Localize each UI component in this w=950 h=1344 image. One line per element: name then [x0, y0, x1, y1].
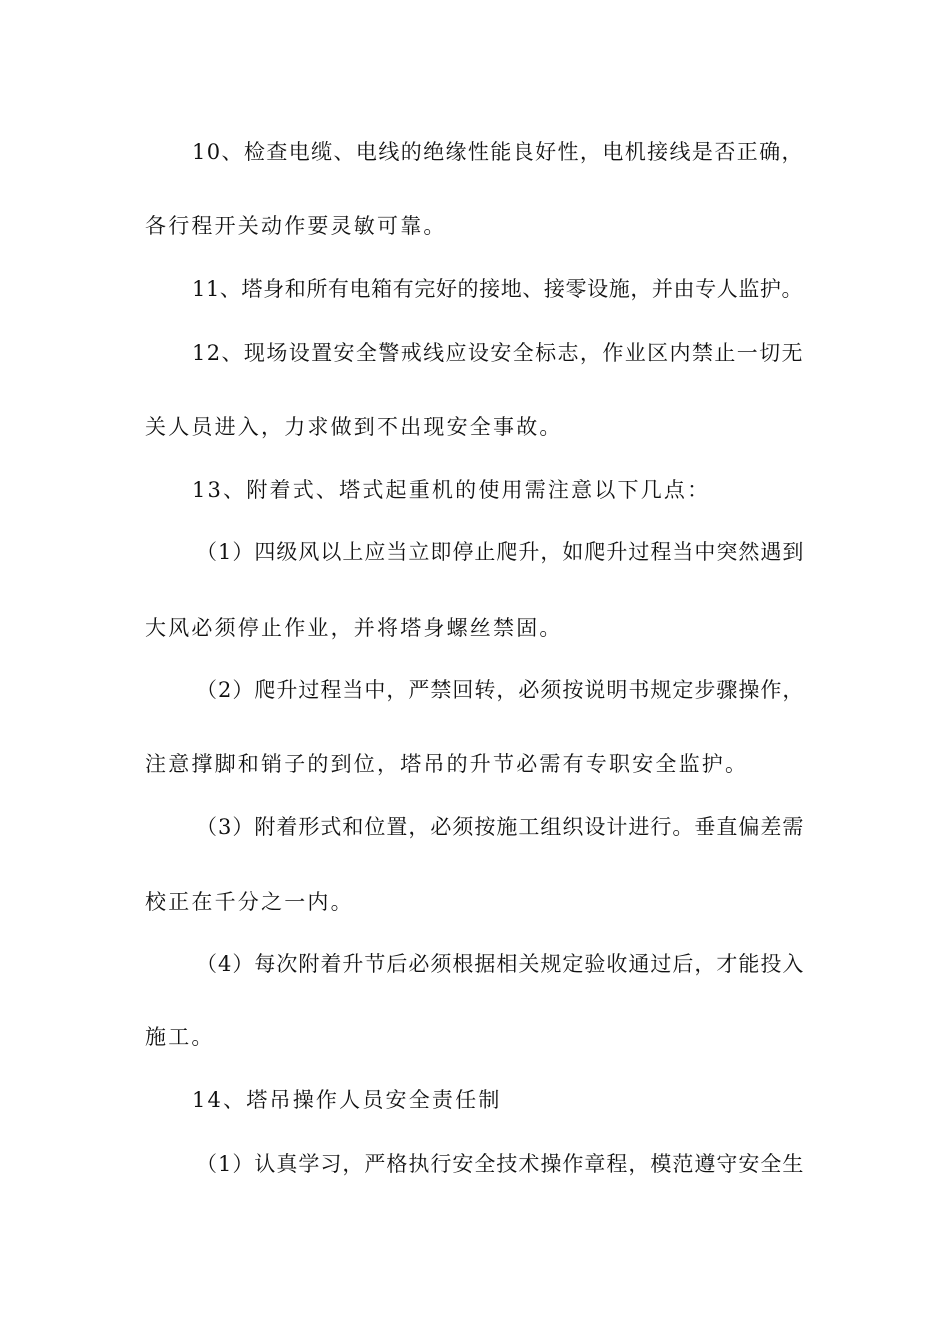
text-line-16: （1）认真学习，严格执行安全技术操作章程，模范遵守安全生	[196, 1152, 805, 1176]
text-line-11: （3）附着形式和位置，必须按施工组织设计进行。垂直偏差需	[196, 815, 805, 839]
text-line-8: 大风必须停止作业，并将塔身螺丝禁固。	[145, 616, 563, 640]
text-line-10: 注意撑脚和销子的到位，塔吊的升节必需有专职安全监护。	[145, 752, 749, 776]
text-line-9: （2）爬升过程当中，严禁回转，必须按说明书规定步骤操作，	[196, 678, 805, 702]
text-line-13: （4）每次附着升节后必须根据相关规定验收通过后，才能投入	[196, 952, 805, 976]
text-line-15: 14、塔吊操作人员安全责任制	[192, 1088, 502, 1112]
text-line-12: 校正在千分之一内。	[145, 890, 354, 914]
text-line-3: 11、塔身和所有电箱有完好的接地、接零设施，并由专人监护。	[192, 277, 804, 301]
text-line-4: 12、现场设置安全警戒线应设安全标志，作业区内禁止一切无	[192, 341, 804, 365]
text-line-2: 各行程开关动作要灵敏可靠。	[145, 214, 447, 238]
text-line-6: 13、附着式、塔式起重机的使用需注意以下几点：	[192, 478, 711, 502]
text-line-1: 10、检查电缆、电线的绝缘性能良好性，电机接线是否正确，	[192, 140, 804, 164]
text-line-7: （1）四级风以上应当立即停止爬升，如爬升过程当中突然遇到	[196, 540, 805, 564]
text-line-14: 施工。	[145, 1025, 215, 1049]
text-line-5: 关人员进入，力求做到不出现安全事故。	[145, 415, 563, 439]
